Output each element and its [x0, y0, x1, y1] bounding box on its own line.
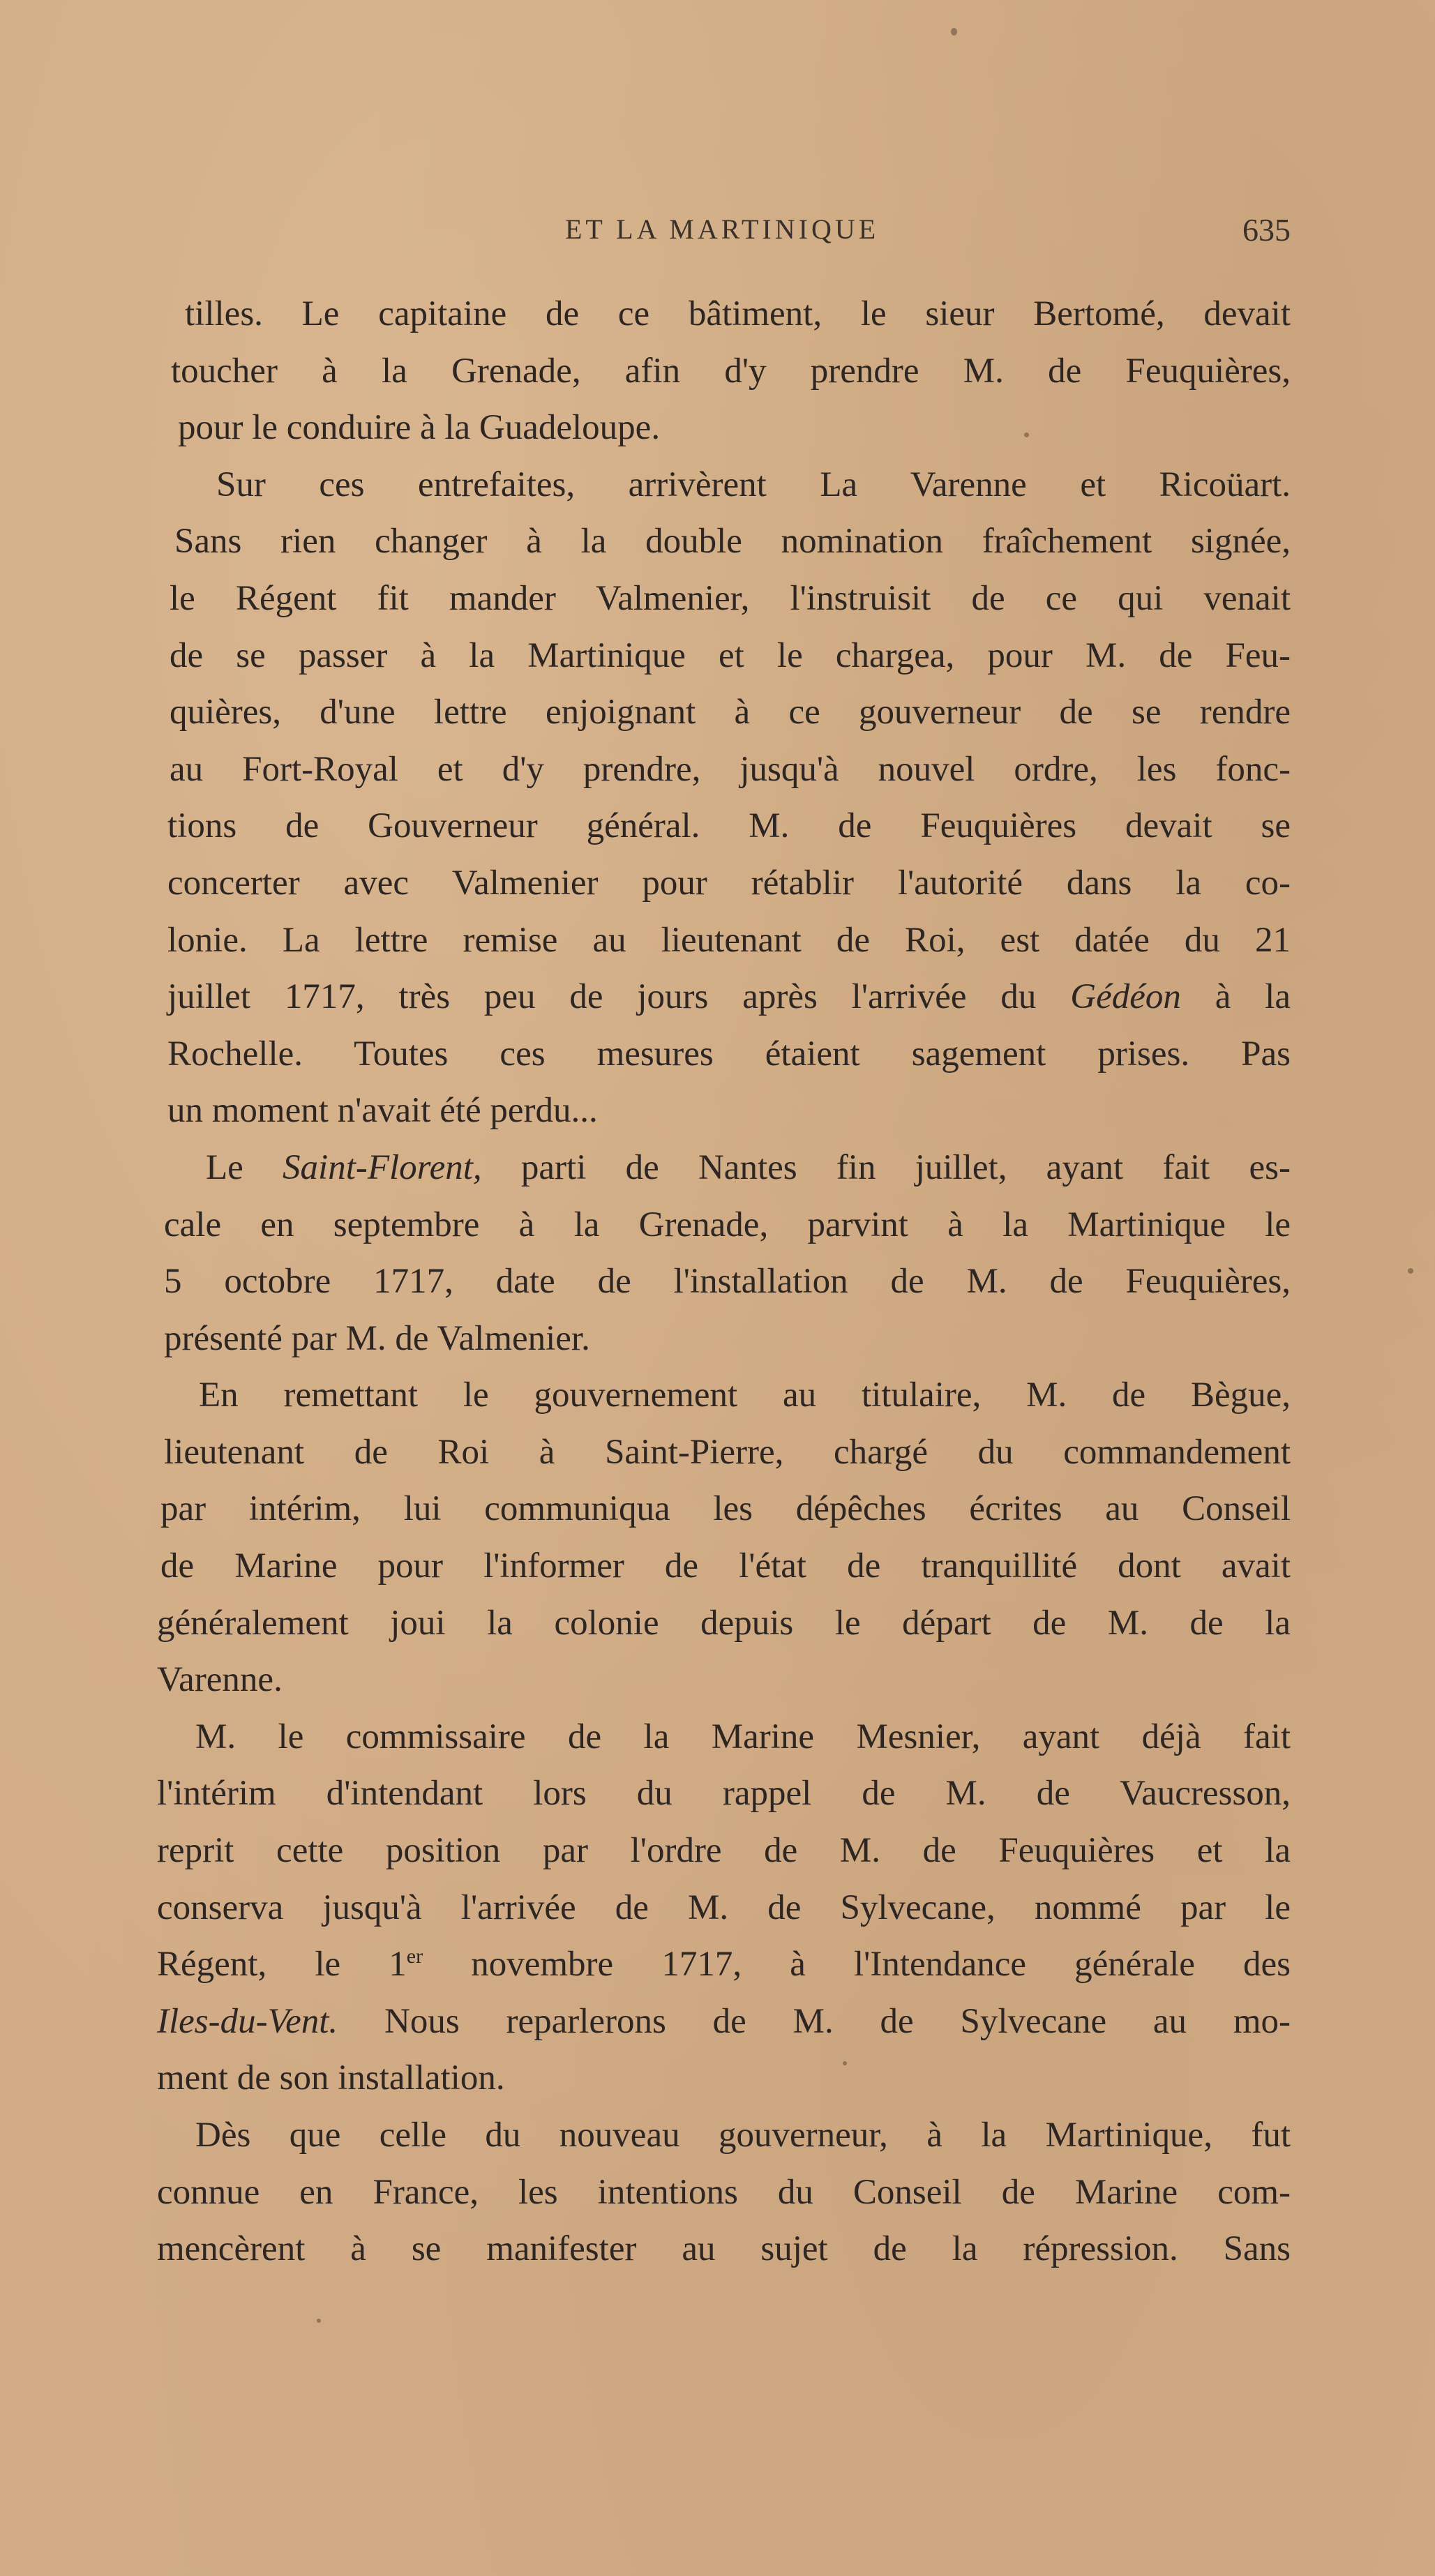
text-line: conserva jusqu'à l'arrivée de M. de Sylvecane, nommé par le [157, 1888, 1291, 1927]
text-line: mencèrent à se manifester au sujet de la répression. Sans [157, 2229, 1291, 2269]
text-segment: Nous reparlerons de M. de Sylvecane au mo- [384, 2001, 1291, 2041]
text-line [157, 1140, 1291, 1197]
text-line [157, 1994, 1291, 2051]
text-line: Rochelle. Toutes ces mesures étaient sagement prises. Pas [167, 1034, 1291, 1074]
text-line: ment de son installation. [157, 2058, 505, 2098]
page-number: 635 [1242, 212, 1291, 248]
text-segment: Le [206, 1147, 243, 1187]
text-line: l'intérim d'intendant lors du rappel de M. de Vaucresson, [157, 1774, 1291, 1814]
paper-speck [951, 28, 957, 36]
text-line: toucher à la Grenade, afin d'y prendre M. de Feuquières, [171, 351, 1291, 391]
text-line: quières, d'une lettre enjoignant à ce gouverneur de se rendre [170, 693, 1291, 732]
text-line: au Fort-Royal et d'y prendre, jusqu'à nouvel ordre, les fonc- [170, 749, 1291, 789]
text-segment: Régent, le 1 [157, 1945, 407, 1984]
body-text [157, 286, 1291, 2278]
text-line: pour le conduire à la Guadeloupe. [178, 408, 661, 448]
text-line [157, 1936, 1291, 1994]
ship-name-saint-florent: Saint-Florent, [283, 1147, 482, 1187]
text-line: Varenne. [157, 1660, 283, 1700]
text-line: connue en France, les intentions du Conseil de Marine com- [157, 2172, 1291, 2212]
text-line: tilles. Le capitaine de ce bâtiment, le sieur Bertomé, devait [185, 294, 1291, 333]
text-segment: juillet 1717, très peu de jours après l'arrivée du [167, 977, 1037, 1017]
text-line: lonie. La lettre remise au lieutenant de Roi, est datée du 21 [167, 920, 1291, 960]
text-line: généralement joui la colonie depuis le départ de M. de la [157, 1603, 1291, 1643]
text-line: reprit cette position par l'ordre de M. de Feuquières et la [157, 1831, 1291, 1871]
text-line: concerter avec Valmenier pour rétablir l'autorité dans la co- [167, 863, 1291, 903]
superscript-er: er [406, 1945, 423, 1968]
text-line: cale en septembre à la Grenade, parvint à la Martinique le [164, 1205, 1291, 1244]
text-segment: à la [1215, 977, 1291, 1017]
paper-speck [317, 2319, 321, 2323]
text-line: de se passer à la Martinique et le chargea, pour M. de Feu- [170, 635, 1291, 675]
text-line: un moment n'avait été perdu... [167, 1091, 598, 1131]
ship-name-gedeon: Gédéon [1070, 977, 1181, 1017]
text-line: En remettant le gouvernement au titulaire, M. de Bègue, [199, 1376, 1291, 1415]
place-name-iles-du-vent: Iles-du-Vent. [157, 2001, 338, 2041]
text-line: tions de Gouverneur général. M. de Feuquières devait se [167, 806, 1291, 846]
paper-speck [1024, 432, 1029, 437]
text-line: Sur ces entrefaites, arrivèrent La Varenne et Ricoüart. [216, 465, 1291, 504]
text-line: 5 octobre 1717, date de l'installation de M. de Feuquières, [164, 1262, 1291, 1302]
text-line: le Régent fit mander Valmenier, l'instruisit de ce qui venait [170, 578, 1291, 618]
running-head-title: ET LA MARTINIQUE [565, 213, 880, 245]
text-line [157, 969, 1291, 1026]
running-head [167, 213, 1291, 255]
text-line: par intérim, lui communiqua les dépêches écrites au Conseil [160, 1489, 1291, 1529]
paper-speck [1408, 1268, 1413, 1274]
text-line: présenté par M. de Valmenier. [164, 1318, 590, 1358]
text-segment: novembre 1717, à l'Intendance générale des [471, 1945, 1291, 1984]
text-line: lieutenant de Roi à Saint-Pierre, chargé du commandement [164, 1432, 1291, 1472]
text-line: de Marine pour l'informer de l'état de tranquillité dont avait [160, 1546, 1291, 1586]
text-line: M. le commissaire de la Marine Mesnier, ayant déjà fait [195, 1717, 1291, 1756]
text-line: Sans rien changer à la double nomination fraîchement signée, [174, 522, 1291, 562]
paper-speck [843, 2061, 847, 2065]
text-segment: parti de Nantes fin juillet, ayant fait es- [520, 1147, 1291, 1187]
text-line: Dès que celle du nouveau gouverneur, à la Martinique, fut [195, 2116, 1291, 2155]
